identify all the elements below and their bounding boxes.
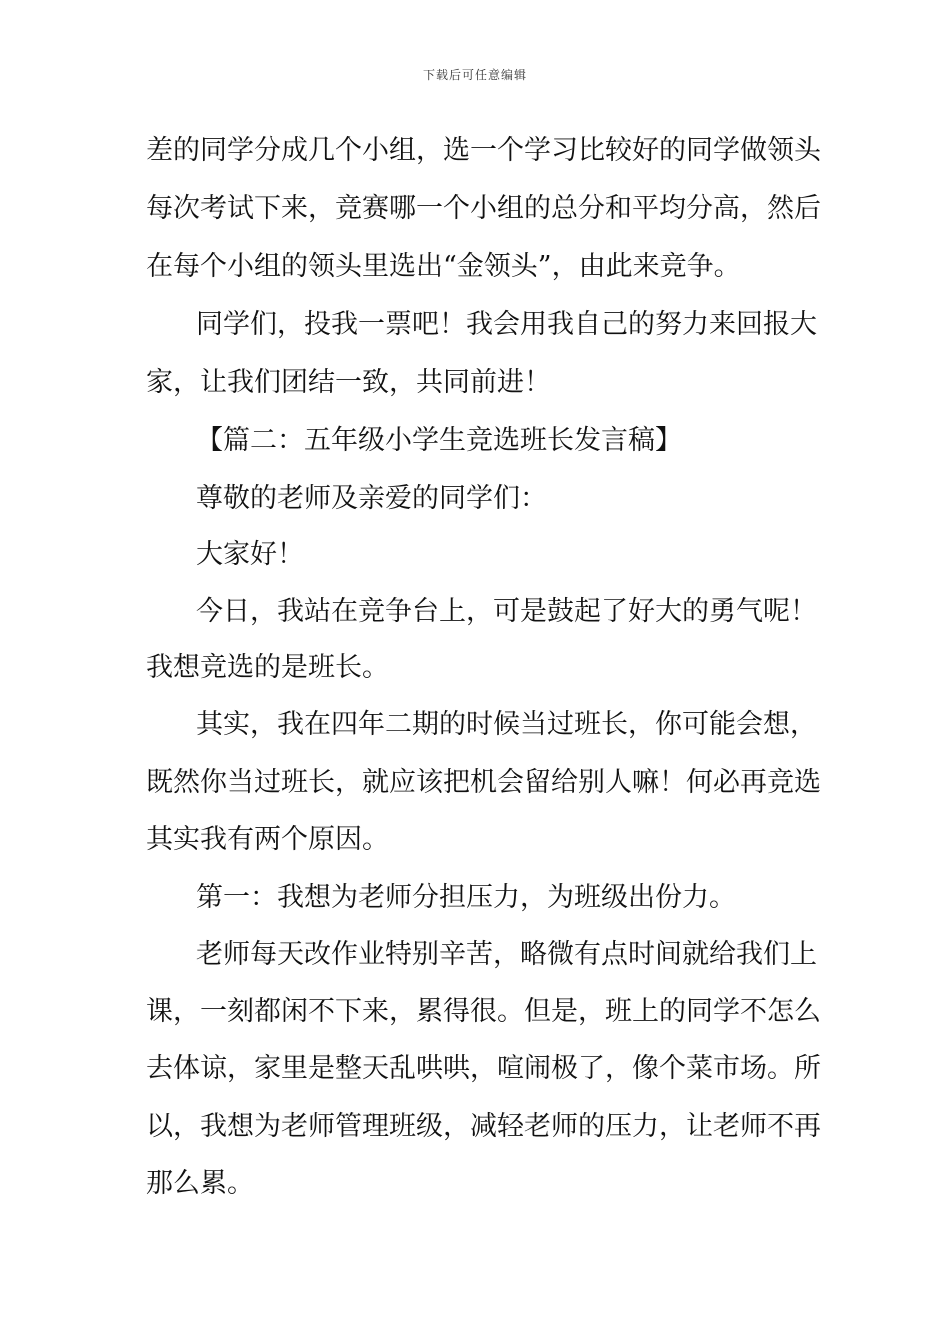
section-heading: 【篇二：五年级小学生竞选班长发言稿】 bbox=[196, 425, 682, 456]
body-line: 今日，我站在竞争台上，可是鼓起了好大的勇气呢！ bbox=[196, 596, 817, 627]
body-line: 尊敬的老师及亲爱的同学们： bbox=[196, 483, 547, 514]
body-line: 课，一刻都闲不下来，累得很。但是，班上的同学不怎么 bbox=[146, 996, 821, 1027]
body-line: 大家好！ bbox=[196, 539, 304, 570]
body-line: 以，我想为老师管理班级，减轻老师的压力，让老师不再 bbox=[146, 1111, 821, 1142]
body-line: 其实，我在四年二期的时候当过班长，你可能会想， bbox=[196, 709, 817, 740]
body-line: 那么累。 bbox=[146, 1168, 254, 1199]
body-line: 第一：我想为老师分担压力，为班级出份力。 bbox=[196, 882, 736, 913]
body-line: 老师每天改作业特别辛苦，略微有点时间就给我们上 bbox=[196, 939, 817, 970]
body-line: 家，让我们团结一致，共同前进！ bbox=[146, 367, 551, 398]
body-line: 同学们，投我一票吧！我会用我自己的努力来回报大 bbox=[196, 309, 817, 340]
body-line: 每次考试下来，竞赛哪一个小组的总分和平均分高，然后 bbox=[146, 193, 821, 224]
page-header: 下载后可任意编辑 bbox=[422, 68, 527, 82]
body-line: 差的同学分成几个小组，选一个学习比较好的同学做领头 bbox=[146, 135, 821, 166]
body-line: 其实我有两个原因。 bbox=[146, 824, 389, 855]
body-line: 我想竞选的是班长。 bbox=[146, 652, 389, 683]
body-line: 既然你当过班长，就应该把机会留给别人嘛！何必再竞选 bbox=[146, 767, 821, 798]
body-line: 去体谅，家里是整天乱哄哄，喧闹极了，像个菜市场。所 bbox=[146, 1053, 821, 1084]
body-line: 在每个小组的领头里选出“金领头”，由此来竞争。 bbox=[146, 251, 741, 282]
